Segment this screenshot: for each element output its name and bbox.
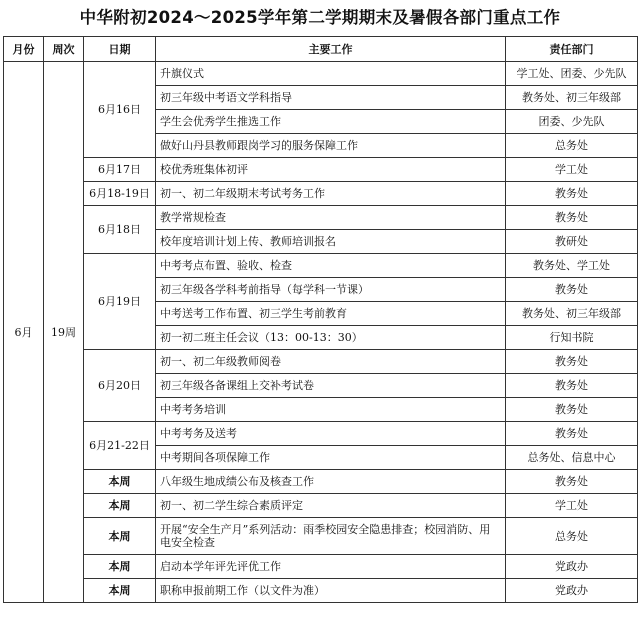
- header-dept: 责任部门: [506, 37, 638, 62]
- table-row: [4, 470, 638, 494]
- task-cell: 学生会优秀学生推选工作: [156, 110, 506, 134]
- task-cell: 初一、初二年级期末考试考务工作: [156, 182, 506, 206]
- date-cell: 6月16日: [84, 62, 156, 158]
- schedule-table: [3, 36, 638, 603]
- header-week: 周次: [44, 37, 84, 62]
- table-header-row: [4, 37, 638, 62]
- dept-cell: 学工处: [506, 494, 638, 518]
- dept-cell: 教务处: [506, 422, 638, 446]
- date-cell: 本周: [84, 494, 156, 518]
- date-cell: 本周: [84, 555, 156, 579]
- dept-cell: 学工处、团委、少先队: [506, 62, 638, 86]
- task-cell: 职称申报前期工作（以文件为准）: [156, 579, 506, 603]
- dept-cell: 教务处: [506, 278, 638, 302]
- date-cell: 6月17日: [84, 158, 156, 182]
- table-row: [4, 62, 638, 86]
- header-task: 主要工作: [156, 37, 506, 62]
- table-row: [4, 350, 638, 374]
- date-cell: 6月21-22日: [84, 422, 156, 470]
- task-cell: 中考考务培训: [156, 398, 506, 422]
- page-title: 中华附初2024～2025学年第二学期期末及暑假各部门重点工作: [79, 8, 561, 27]
- task-cell: 八年级生地成绩公布及核查工作: [156, 470, 506, 494]
- table-row: [4, 555, 638, 579]
- table-row: [4, 254, 638, 278]
- task-cell: 做好山丹县教师跟岗学习的服务保障工作: [156, 134, 506, 158]
- dept-cell: 总务处: [506, 134, 638, 158]
- dept-cell: 学工处: [506, 158, 638, 182]
- header-date: 日期: [84, 37, 156, 62]
- dept-cell: 团委、少先队: [506, 110, 638, 134]
- task-cell: 中考考点布置、验收、检查: [156, 254, 506, 278]
- month-cell: 6月: [4, 62, 44, 603]
- week-cell: 19周: [44, 62, 84, 603]
- date-cell: 本周: [84, 470, 156, 494]
- dept-cell: 教务处: [506, 374, 638, 398]
- header-month: 月份: [4, 37, 44, 62]
- dept-cell: 总务处、信息中心: [506, 446, 638, 470]
- dept-cell: 行知书院: [506, 326, 638, 350]
- date-cell: 6月20日: [84, 350, 156, 422]
- dept-cell: 党政办: [506, 579, 638, 603]
- dept-cell: 教务处: [506, 182, 638, 206]
- dept-cell: 教务处: [506, 206, 638, 230]
- dept-cell: 总务处: [506, 518, 638, 555]
- task-cell: 初三年级各学科考前指导（每学科一节课）: [156, 278, 506, 302]
- dept-cell: 教研处: [506, 230, 638, 254]
- task-cell: 初三年级各备课组上交补考试卷: [156, 374, 506, 398]
- dept-cell: 教务处、初三年级部: [506, 302, 638, 326]
- task-cell: 初一初二班主任会议（13：00-13：30）: [156, 326, 506, 350]
- table-row: [4, 206, 638, 230]
- table-row: [4, 182, 638, 206]
- table-row: [4, 518, 638, 555]
- task-cell: 初一、初二年级教师阅卷: [156, 350, 506, 374]
- table-body: [4, 62, 638, 603]
- dept-cell: 党政办: [506, 555, 638, 579]
- task-cell: 开展“安全生产月”系列活动：雨季校园安全隐患排查；校园消防、用电安全检查: [156, 518, 506, 555]
- date-cell: 6月18日: [84, 206, 156, 254]
- task-cell: 中考考务及送考: [156, 422, 506, 446]
- date-cell: 6月19日: [84, 254, 156, 350]
- date-cell: 本周: [84, 579, 156, 603]
- task-cell: 初三年级中考语文学科指导: [156, 86, 506, 110]
- task-cell: 启动本学年评先评优工作: [156, 555, 506, 579]
- table-row: [4, 579, 638, 603]
- dept-cell: 教务处: [506, 398, 638, 422]
- dept-cell: 教务处、初三年级部: [506, 86, 638, 110]
- dept-cell: 教务处、学工处: [506, 254, 638, 278]
- task-cell: 中考期间各项保障工作: [156, 446, 506, 470]
- table-row: [4, 494, 638, 518]
- dept-cell: 教务处: [506, 470, 638, 494]
- table-row: [4, 422, 638, 446]
- task-cell: 初一、初二学生综合素质评定: [156, 494, 506, 518]
- table-row: [4, 158, 638, 182]
- date-cell: 6月18-19日: [84, 182, 156, 206]
- dept-cell: 教务处: [506, 350, 638, 374]
- task-cell: 中考送考工作布置、初三学生考前教育: [156, 302, 506, 326]
- task-cell: 校优秀班集体初评: [156, 158, 506, 182]
- task-cell: 教学常规检查: [156, 206, 506, 230]
- date-cell: 本周: [84, 518, 156, 555]
- task-cell: 校年度培训计划上传、教师培训报名: [156, 230, 506, 254]
- task-cell: 升旗仪式: [156, 62, 506, 86]
